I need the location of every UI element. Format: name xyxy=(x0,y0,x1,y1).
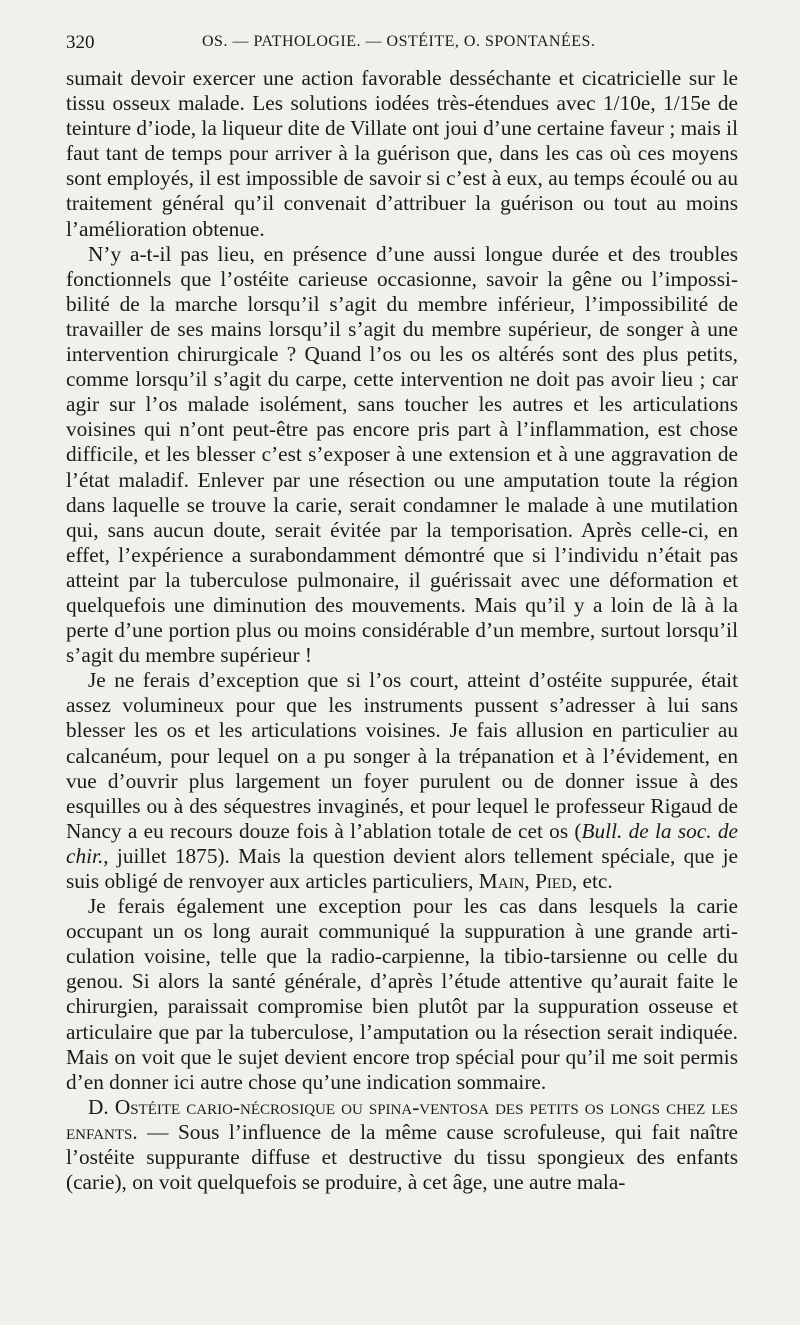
paragraph-5 xyxy=(66,1095,738,1195)
article-reference-pied: Pied xyxy=(535,869,572,893)
paragraph-3 xyxy=(66,668,738,894)
page-header xyxy=(66,32,738,56)
paragraph-3-part-a: Je ne ferais d’exception que si l’os court, atteint d’ostéite suppurée, était assez volumineux pour que les instruments pussent s’adresser à lui sans blesser les os et les articulations voisines. Je fais allusion en particulier au calcanéum, pour lequel on a pu songer à la trépanation et à l’évidement, en vue d’ouvrir plus largement un foyer purulent ou de donner issue à des esquilles ou à des séquestres invaginés, et pour lequel le professeur Rigaud de Nancy a eu recours douze fois à l’ablation totale de cet os ( xyxy=(66,668,738,843)
citation-italic: Bull. de la soc. de chir. xyxy=(66,818,738,868)
section-letter: D. xyxy=(88,1094,109,1119)
page-number: 320 xyxy=(66,32,95,53)
paragraph-5-text: — Sous l’influence de la même cause scrofuleuse, qui fait naître l’ostéite suppurante diffuse et destructive du tissu spongieux des enfants (carie), on voit quelquefois se produire, à cet âge, une autre mala- xyxy=(66,1119,738,1195)
paragraph-3-part-b: , juillet 1875). Mais la question devient alors tellement spéciale, que je suis obligé de renvoyer aux articles particuliers, xyxy=(66,843,738,893)
paragraph-2: N’y a-t-il pas lieu, en présence d’une aussi longue durée et des troubles fonctionnels que l’ostéite carieuse occasionne, savoir la gêne ou l’impossibilité de la marche lorsqu’il s’agit du membre inférieur, l’impossibilité de travailler de ses mains lorsqu’il s’agit du membre supérieur, de songer à une intervention chirurgicale ? Quand l’os ou les os altérés sont des plus petits, comme lorsqu’il s’agit du carpe, cette intervention ne doit pas avoir lieu ; car agir sur l’os malade isolément, sans toucher les autres et les articulations voisines qui n’ont peut-être pas encore pris part à l’inflammation, est chose difficile, et les blesser c’est s’exposer à une extension et à une aggravation de l’état maladif. Enlever par une résection ou une amputation toute la région dans laquelle se trouve la carie, serait condamner le malade à une mutilation qui, sans aucun doute, serait évitée par la temporisation. Après celle-ci, en effet, l’expérience a surabondamment démontré que si l’individu n’était pas atteint par la tuberculose pulmonaire, il guérissait avec une déformation et quelquefois une diminution des mouvements. Mais qu’il y a loin de là à la perte d’une portion plus ou moins considérable d’un membre, surtout lorsqu’il s’agit du membre supérieur ! xyxy=(66,241,738,668)
section-heading: Ostéite cario-nécrosique ou spina-ventosa des petits os longs chez les enfants. xyxy=(66,1094,739,1144)
reference-separator: , xyxy=(524,869,536,893)
body-text xyxy=(66,66,738,1195)
article-reference-main: Main xyxy=(478,869,525,893)
paragraph-4: Je ferais également une exception pour les cas dans lesquels la carie occupant un os long aurait communiqué la suppuration à une grande articulation voisine, telle que la radio-carpienne, la tibio-tarsienne ou celle du genou. Si alors la santé générale, d’après l’étude attentive qu’aurait faite le chirurgien, paraissait compromise bien plutôt par la suppuration osseuse et articulaire que par la tuberculose, l’amputation ou la résection serait indiquée. Mais on voit que le sujet devient encore trop spécial pour qu’il me soit permis d’en donner ici autre chose qu’une indication sommaire. xyxy=(66,894,738,1094)
paragraph-3-part-c: , etc. xyxy=(571,869,613,893)
paragraph-1: sumait devoir exercer une action favorable desséchante et cicatricielle sur le tissu osseux malade. Les solutions iodées très-étendues avec 1/10e, 1/15e de teinture d’iode, la liqueur dite de Villate ont joui d’une certaine faveur ; mais il faut tant de temps pour arriver à la guérison que, dans les cas où ces moyens sont employés, il est impossible de savoir si c’est à eux, au temps écoulé ou au traitement général qu’il convenait d’attribuer la guérison ou tout au moins l’amélioration obtenue. xyxy=(66,66,738,241)
running-head: OS. — PATHOLOGIE. — OSTÉITE, O. SPONTANÉES. xyxy=(202,33,596,50)
